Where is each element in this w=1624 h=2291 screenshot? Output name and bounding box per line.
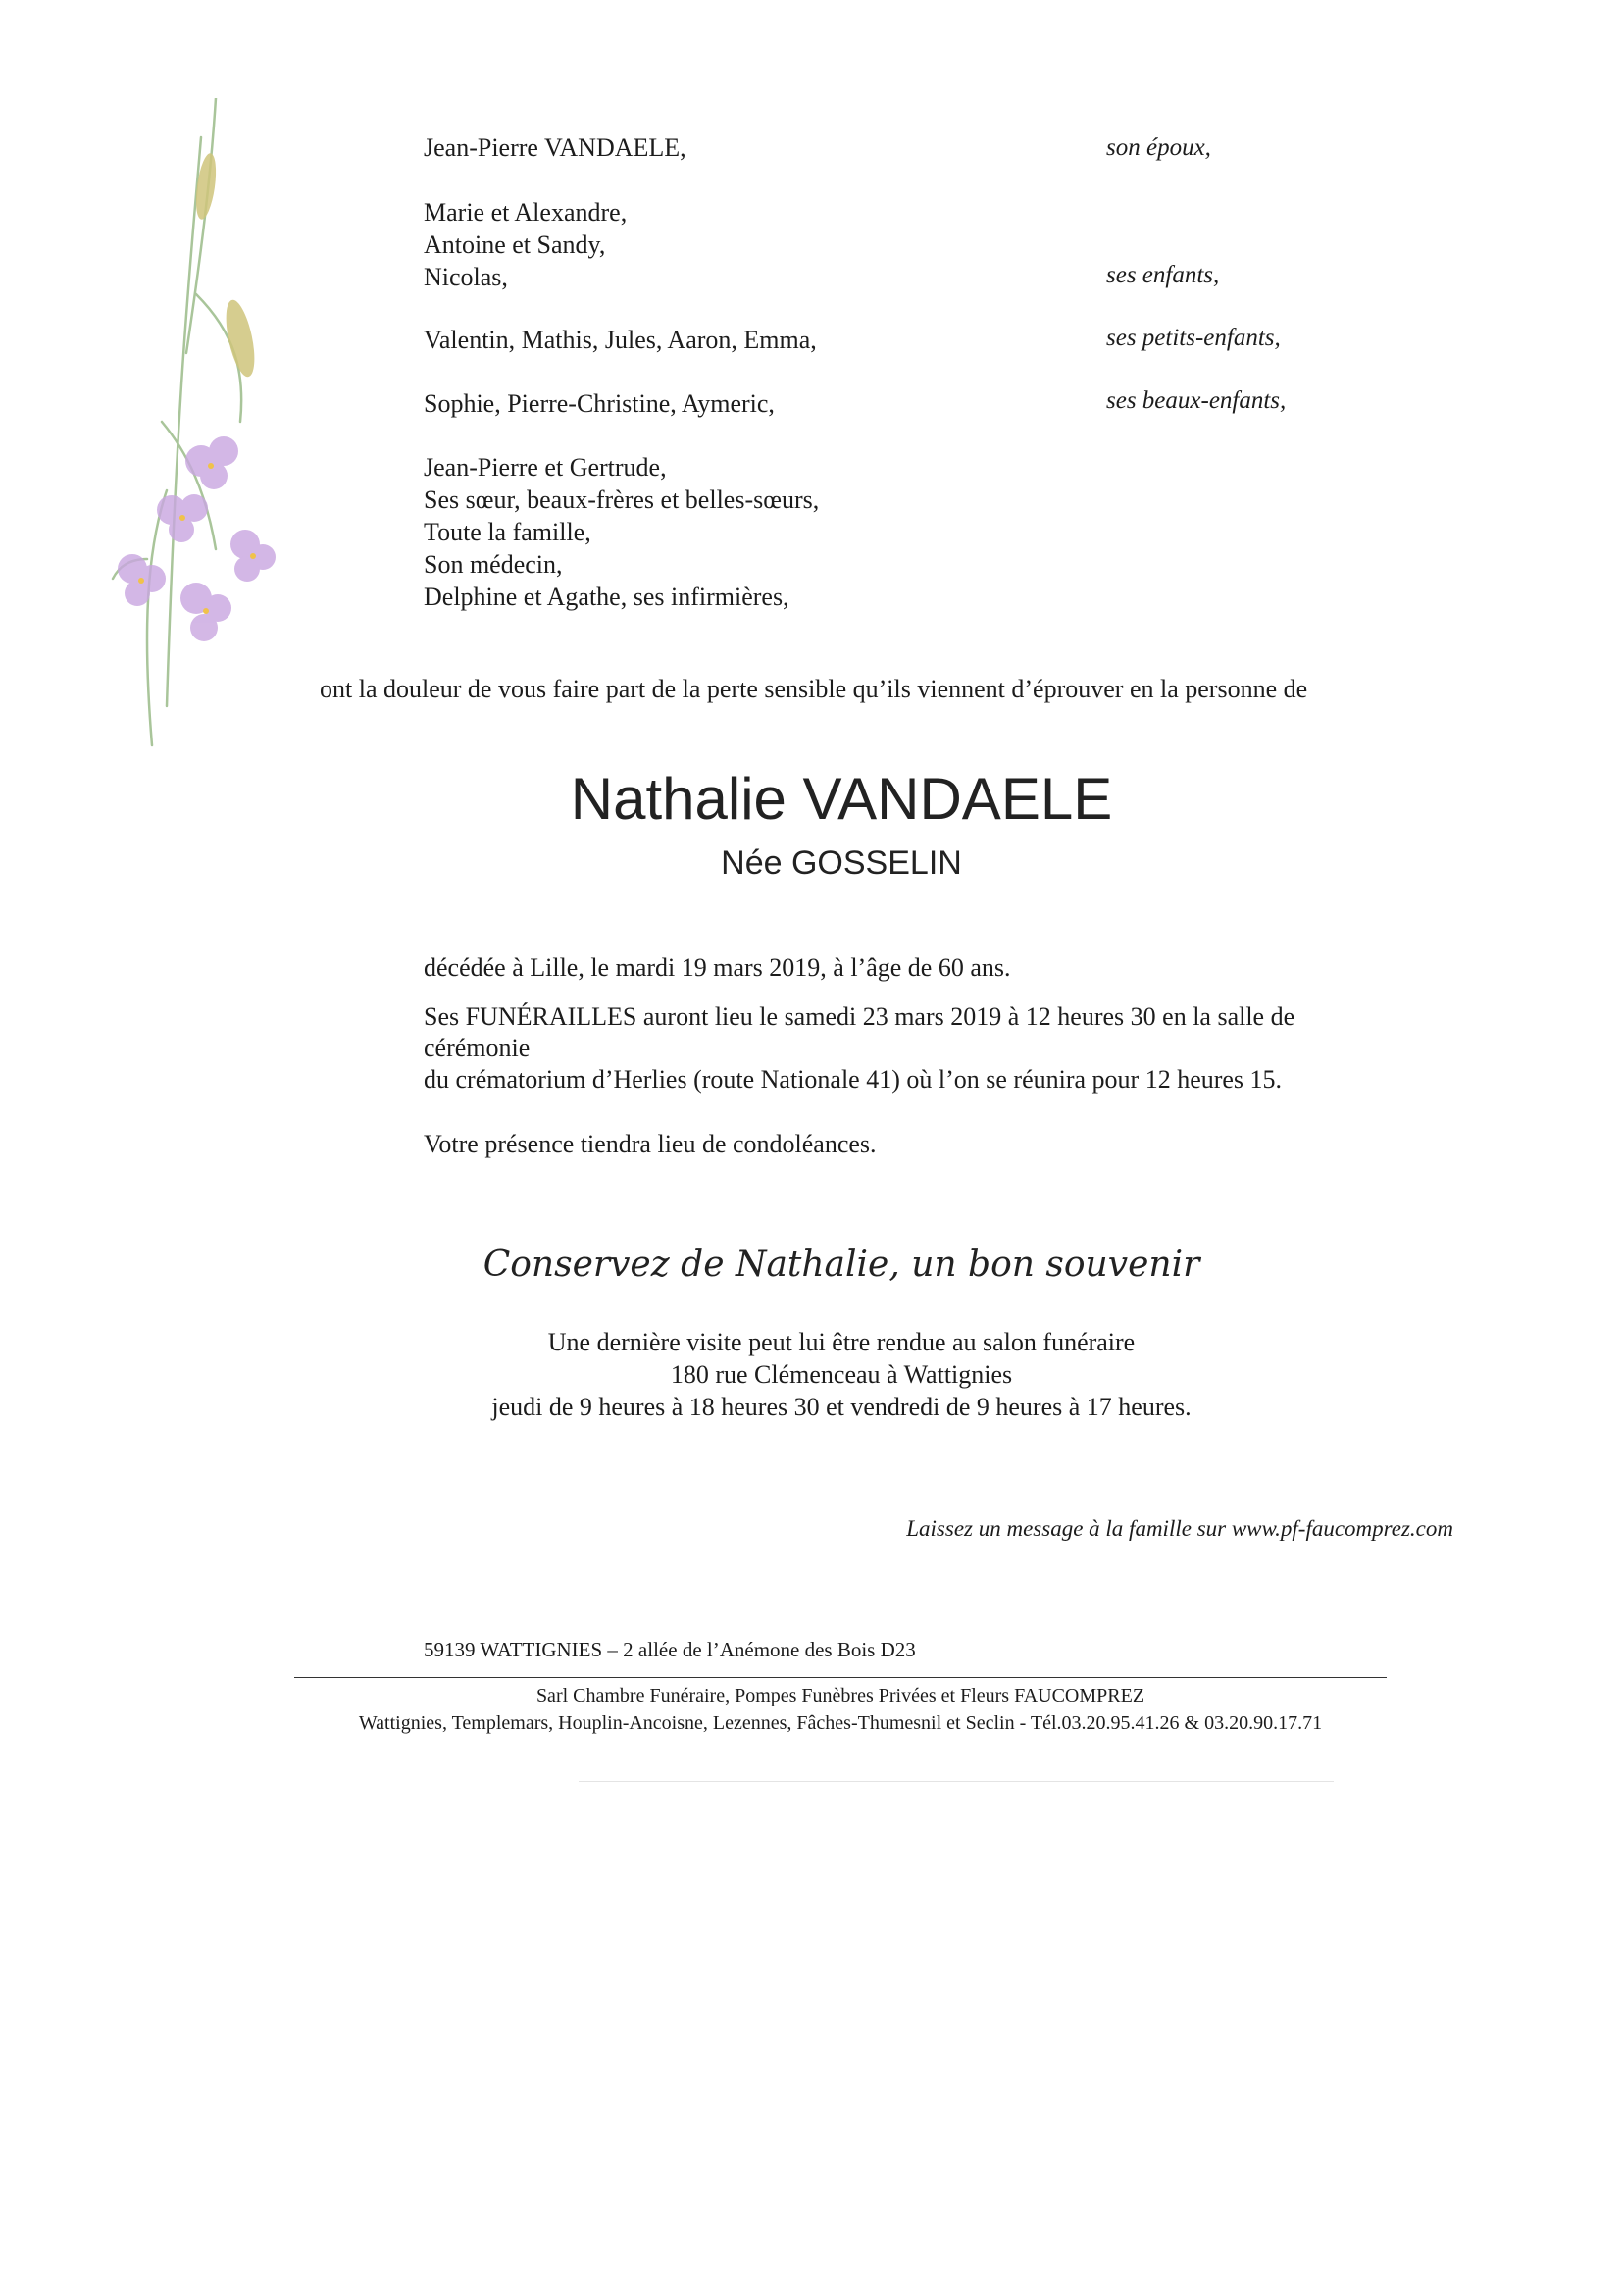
family-child-2: Antoine et Sandy,: [424, 230, 606, 259]
family-other-3: Toute la famille,: [424, 518, 591, 546]
role-husband: son époux,: [1106, 134, 1211, 161]
online-message: Laissez un message à la famille sur www.pf-faucomprez.com: [906, 1516, 1453, 1541]
visit-line-1: Une dernière visite peut lui être rendue au salon funéraire: [547, 1328, 1136, 1356]
family-stepchildren: Sophie, Pierre-Christine, Aymeric,: [424, 389, 775, 418]
remembrance-text: Conservez de Nathalie, un bon souvenir: [482, 1245, 1200, 1285]
footer-locations: Wattignies, Templemars, Houplin-Ancoisne, Lezennes, Fâches-Thumesnil et Seclin - Tél.03.20.95.41.26 & 03.20.90.17.71: [358, 1712, 1323, 1734]
family-child-1: Marie et Alexandre,: [424, 198, 628, 227]
death-details: décédée à Lille, le mardi 19 mars 2019, à l’âge de 60 ans.: [424, 953, 1011, 982]
visit-line-3: jeudi de 9 heures à 18 heures 30 et vendredi de 9 heures à 17 heures.: [491, 1393, 1192, 1421]
family-other-4: Son médecin,: [424, 550, 563, 579]
role-children: ses enfants,: [1106, 262, 1220, 288]
family-other-1: Jean-Pierre et Gertrude,: [424, 453, 667, 482]
role-grandchildren: ses petits-enfants,: [1106, 325, 1281, 351]
visit-line-2: 180 rue Clémenceau à Wattignies: [670, 1360, 1013, 1389]
footer-company: Sarl Chambre Funéraire, Pompes Funèbres Privées et Fleurs FAUCOMPREZ: [535, 1685, 1145, 1706]
scan-line: [579, 1781, 1334, 1782]
condolences-text: Votre présence tiendra lieu de condoléances.: [424, 1130, 877, 1158]
flower-illustration: [108, 98, 363, 765]
role-stepchildren: ses beaux-enfants,: [1106, 387, 1287, 414]
funeral-line-3: du crématorium d’Herlies (route Nationale 41) où l’on se réunira pour 12 heures 15.: [424, 1065, 1283, 1094]
family-other-2: Ses sœur, beaux-frères et belles-sœurs,: [424, 485, 820, 514]
announcement-text: ont la douleur de vous faire part de la perte sensible qu’ils viennent d’éprouver en la personne de: [320, 675, 1308, 703]
family-grandchildren: Valentin, Mathis, Jules, Aaron, Emma,: [424, 326, 817, 354]
funeral-line-1: Ses FUNÉRAILLES auront lieu le samedi 23 mars 2019 à 12 heures 30 en la salle de: [424, 1002, 1295, 1031]
family-other-5: Delphine et Agathe, ses infirmières,: [424, 583, 789, 611]
family-husband: Jean-Pierre VANDAELE,: [424, 133, 686, 162]
deceased-birth-name: Née GOSSELIN: [721, 844, 962, 882]
footer-divider: [294, 1677, 1387, 1678]
funeral-line-2: cérémonie: [424, 1034, 531, 1062]
family-address: 59139 WATTIGNIES – 2 allée de l’Anémone des Bois D23: [424, 1638, 916, 1661]
deceased-name: Nathalie VANDAELE: [570, 766, 1113, 832]
family-child-3: Nicolas,: [424, 263, 508, 291]
